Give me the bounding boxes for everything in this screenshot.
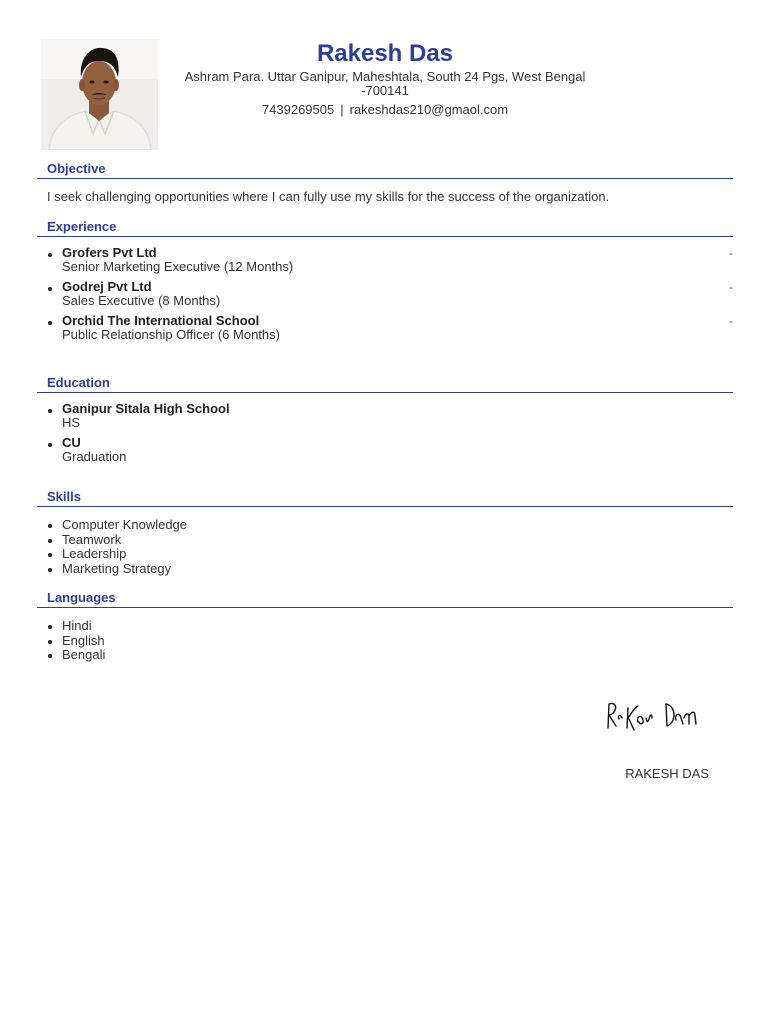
education-item (37, 402, 733, 430)
job-role: Public Relationship Officer (6 Months) (62, 327, 280, 342)
skills-section (37, 488, 733, 577)
email-address: rakeshdas210@gmaol.com (349, 102, 509, 117)
experience-item (37, 246, 733, 274)
section-title-objective: Objective (37, 160, 733, 179)
experience-list (37, 246, 733, 342)
section-title-skills: Skills (37, 488, 733, 507)
header (170, 38, 600, 119)
company-name: Godrej Pvt Ltd (62, 279, 152, 294)
date-placeholder: - (729, 280, 733, 294)
job-role: Senior Marketing Executive (12 Months) (62, 259, 294, 274)
experience-item (37, 280, 733, 308)
experience-section (37, 218, 733, 348)
skill-item: Teamwork (37, 533, 733, 548)
job-role: Sales Executive (8 Months) (62, 293, 221, 308)
language-item: Hindi (37, 619, 733, 634)
signature-name: RAKESH DAS (625, 766, 709, 781)
date-placeholder: - (729, 314, 733, 328)
handwritten-signature-icon (600, 694, 700, 738)
objective-text: I seek challenging opportunities where I can fully use my skills for the success of the organization. (47, 189, 610, 204)
address: Ashram Para. Uttar Ganipur, Maheshtala, South 24 Pgs, West Bengal -700141 (184, 69, 586, 98)
education-section (37, 374, 733, 470)
signature-image (600, 694, 700, 738)
education-item (37, 436, 733, 464)
languages-list (37, 619, 733, 663)
experience-item (37, 314, 733, 342)
language-item: English (37, 634, 733, 649)
date-placeholder: - (729, 246, 733, 260)
company-name: Grofers Pvt Ltd (62, 245, 157, 260)
education-list (37, 402, 733, 464)
section-title-languages: Languages (37, 589, 733, 608)
skill-item: Leadership (37, 547, 733, 562)
school-name: Ganipur Sitala High School (62, 401, 230, 416)
degree: Graduation (62, 449, 127, 464)
language-item: Bengali (37, 648, 733, 663)
skill-item: Marketing Strategy (37, 562, 733, 577)
languages-section (37, 589, 733, 663)
contact-line (170, 101, 600, 119)
section-title-experience: Experience (37, 218, 733, 237)
contact-separator: | (340, 102, 344, 117)
candidate-name: Rakesh Das (316, 40, 454, 67)
section-title-education: Education (37, 374, 733, 393)
skills-list (37, 518, 733, 577)
skill-item: Computer Knowledge (37, 518, 733, 533)
phone-number: 7439269505 (261, 102, 335, 117)
person-photo-icon (41, 39, 158, 150)
school-name: CU (62, 435, 81, 450)
degree: HS (62, 415, 81, 430)
company-name: Orchid The International School (62, 313, 260, 328)
objective-section (37, 160, 733, 206)
profile-photo (41, 39, 158, 150)
